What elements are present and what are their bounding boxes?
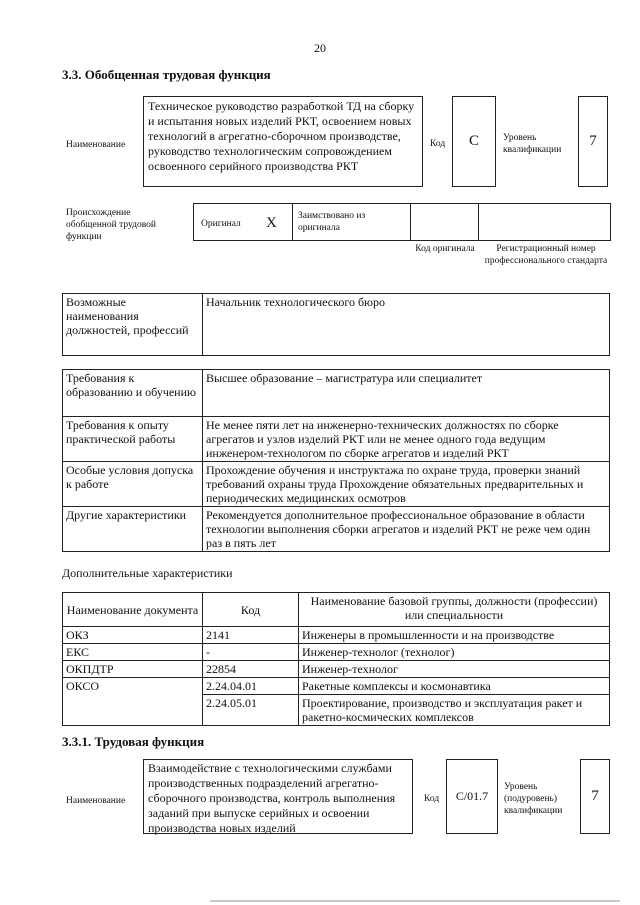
requirements-table — [62, 369, 610, 552]
tf-code-value: C/01.7 — [446, 759, 498, 834]
scan-edge — [210, 900, 620, 902]
divider — [478, 204, 479, 240]
req-value: Прохождение обучения и инструктажа по охране труда, проверки знаний требований охраны труда Прохождение обязательных предварительных и периодических медицинских осмотров — [203, 462, 610, 507]
table-cell: ОКПДТР — [63, 661, 203, 678]
table-cell: Ракетные комплексы и космонавтика — [299, 678, 610, 695]
positions-table — [62, 293, 610, 356]
table-cell: ОКСО — [63, 678, 203, 726]
tf-code-label: Код — [424, 794, 440, 804]
gtf-name-label: Наименование — [66, 140, 126, 150]
table-cell: Инженеры в промышленности и на производстве — [299, 627, 610, 644]
gtf-name-value: Техническое руководство разработкой ТД на сборку и испытания новых изделий РКТ, освоением новых технологий в агрегатно-сборочном производстве, руководство технологическим сопровождением освоенного серийного производства РКТ — [143, 96, 423, 187]
tf-title: 3.3.1. Трудовая функция — [62, 734, 205, 749]
req-label: Требования к опыту практической работы — [63, 417, 203, 462]
original-label: Оригинал — [201, 219, 241, 229]
req-label: Другие характеристики — [63, 507, 203, 552]
tf-level-value: 7 — [580, 759, 610, 834]
tf-name-value: Взаимодействие с технологическими службами производственных подразделений агрегатно-сборочного производства, контроль выполнения заданий при выпуске серийных и освоении производства новых изделий — [143, 759, 413, 834]
req-value: Высшее образование – магистратура или специалитет — [203, 370, 610, 417]
gtf-code-label: Код — [430, 139, 446, 149]
page-number: 20 — [314, 41, 326, 55]
header-cell: Наименование документа — [63, 593, 203, 627]
table-cell: Проектирование, производство и эксплуатация ракет и ракетно-космических комплексов — [299, 695, 610, 726]
gtf-code-value: C — [452, 96, 496, 187]
additional-table — [62, 592, 610, 726]
req-value: Рекомендуется дополнительное профессиональное образование в области технологии выполнения сборки агрегатов и изделий РКТ не реже чем один раз в пять лет — [203, 507, 610, 552]
positions-label: Возможные наименования должностей, профессий — [63, 294, 203, 356]
gtf-level-value: 7 — [578, 96, 608, 187]
divider — [410, 204, 411, 240]
origin-label: Происхождение обобщенной трудовой функции — [66, 208, 156, 242]
table-row — [63, 644, 610, 661]
gtf-level-label: Уровень квалификации — [503, 133, 562, 155]
section-title: 3.3. Обобщенная трудовая функция — [62, 67, 271, 82]
req-value: Не менее пяти лет на инженерно-технических должностях по сборке агрегатов и узлов изделий РКТ или не менее одного года ведущим инженером-технологом по сборке агрегатов и изделий РКТ — [203, 417, 610, 462]
origin-table — [193, 203, 611, 241]
table-cell: 2141 — [203, 627, 299, 644]
table-cell: 2.24.05.01 — [203, 695, 299, 726]
table-row — [63, 678, 610, 695]
table-cell: 22854 — [203, 661, 299, 678]
table-cell: Инженер-технолог (технолог) — [299, 644, 610, 661]
reg-caption: Регистрационный номер профессионального стандарта — [484, 244, 608, 266]
req-label: Особые условия допуска к работе — [63, 462, 203, 507]
table-row — [63, 627, 610, 644]
table-cell: Инженер-технолог — [299, 661, 610, 678]
code-caption: Код оригинала — [415, 244, 475, 254]
additional-title: Дополнительные характеристики — [62, 566, 233, 580]
divider — [292, 204, 293, 240]
table-cell: ОКЗ — [63, 627, 203, 644]
table-row — [63, 661, 610, 678]
header-cell: Код — [203, 593, 299, 627]
original-mark: X — [266, 215, 277, 231]
positions-value: Начальник технологического бюро — [203, 294, 610, 356]
table-cell: - — [203, 644, 299, 661]
header-cell: Наименование базовой группы, должности (профессии) или специальности — [299, 593, 610, 627]
table-cell: 2.24.04.01 — [203, 678, 299, 695]
borrowed-label: Заимствовано из оригинала — [298, 211, 366, 233]
tf-level-label: Уровень (подуровень) квалификации — [504, 782, 563, 816]
table-cell: ЕКС — [63, 644, 203, 661]
tf-name-label: Наименование — [66, 796, 126, 806]
req-label: Требования к образованию и обучению — [63, 370, 203, 417]
